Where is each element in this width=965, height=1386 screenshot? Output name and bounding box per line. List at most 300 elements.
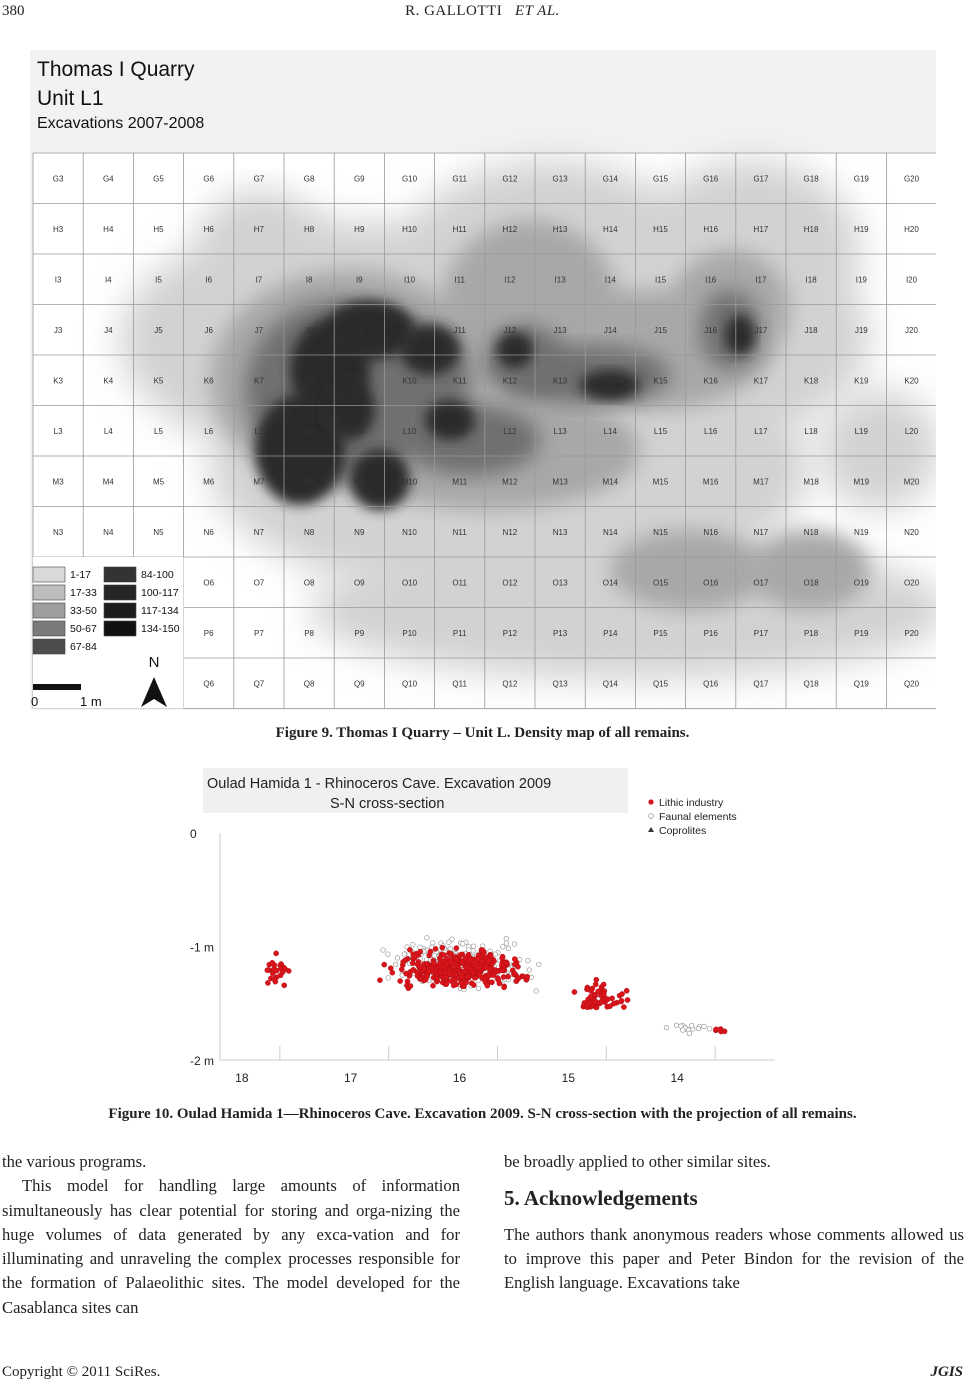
legend-label: 134-150: [141, 623, 180, 635]
figure-10-title-line2: S-N cross-section: [330, 796, 445, 812]
lithic-point: [465, 974, 470, 979]
grid-cell-label: I17: [755, 275, 767, 285]
legend-label: 84-100: [141, 569, 174, 581]
grid-cell-label: K13: [552, 376, 568, 386]
grid-cell-label: L12: [503, 426, 517, 436]
grid-cell-label: G5: [153, 174, 164, 184]
grid-cell-label: Q19: [853, 679, 869, 689]
grid-cell-label: L14: [603, 426, 617, 436]
grid-cell-label: O15: [652, 578, 669, 588]
grid-cell-label: P19: [854, 628, 869, 638]
lithic-point: [480, 947, 485, 952]
grid-cell-label: J18: [804, 325, 818, 335]
lithic-point: [453, 972, 458, 977]
grid-cell-label: L20: [904, 426, 919, 436]
faunal-point: [527, 968, 532, 973]
grid-cell-label: J14: [603, 325, 617, 335]
figure-10-cross-section: [185, 768, 780, 1088]
grid-cell-label: K17: [753, 376, 769, 386]
faunal-point: [432, 953, 437, 958]
lithic-point: [271, 976, 276, 981]
grid-cell-label: G3: [52, 174, 64, 184]
grid-cell-label: N7: [253, 527, 265, 537]
grid-cell-label: K4: [103, 376, 114, 386]
lithic-point: [625, 997, 630, 1002]
legend-swatch: [104, 585, 136, 600]
grid-cell-label: O12: [502, 578, 518, 588]
legend-swatch: [104, 567, 136, 582]
lithic-point: [469, 981, 474, 986]
lithic-point: [407, 947, 412, 952]
grid-cell-label: L10: [402, 426, 417, 436]
legend-label: 67-84: [70, 641, 97, 653]
legend-swatch: [104, 603, 136, 618]
grid-cell-label: G11: [452, 174, 467, 184]
grid-cell-label: M8: [303, 477, 315, 487]
grid-cell-label: P9: [354, 628, 365, 638]
lithic-point: [421, 966, 426, 971]
grid-cell-label: J5: [154, 325, 163, 335]
grid-cell-label: N10: [402, 527, 417, 537]
grid-cell-label: I9: [355, 275, 363, 285]
lithic-point: [459, 974, 464, 979]
lithic-point: [274, 951, 279, 956]
grid-cell-label: Q12: [502, 679, 518, 689]
grid-cell-label: H9: [354, 224, 365, 234]
grid-cell-label: Q10: [401, 679, 418, 689]
grid-cell-label: I13: [554, 275, 566, 285]
grid-cell-label: K10: [402, 376, 417, 386]
grid-cell-label: G19: [853, 174, 869, 184]
lithic-point: [500, 956, 505, 961]
grid-cell-label: I4: [104, 275, 112, 285]
grid-cell-label: H12: [502, 224, 518, 234]
faunal-point: [386, 952, 391, 957]
grid-cell-label: K20: [904, 376, 919, 386]
density-blob: [497, 332, 533, 368]
lithic-point: [458, 952, 463, 957]
scale-label: 1 m: [80, 694, 102, 709]
grid-cell-label: I15: [654, 275, 667, 285]
lithic-point: [587, 1000, 592, 1005]
grid-cell-label: Q7: [253, 679, 265, 689]
faunal-point: [386, 976, 391, 981]
grid-cell-label: H16: [703, 224, 719, 234]
grid-cell-label: L18: [804, 426, 818, 436]
lithic-point: [448, 951, 453, 956]
grid-cell-label: H20: [904, 224, 919, 234]
lithic-point: [467, 957, 472, 962]
grid-cell-label: H19: [853, 224, 869, 234]
y-tick-label: -2 m: [190, 1054, 214, 1068]
legend-swatch: [33, 567, 65, 582]
grid-cell-label: J8: [304, 325, 314, 335]
grid-cell-label: Q16: [703, 679, 719, 689]
lithic-point: [434, 976, 439, 981]
grid-cell-label: M17: [753, 477, 769, 487]
lithic-point: [475, 966, 480, 971]
grid-cell-label: I8: [305, 275, 313, 285]
grid-cell-label: Q11: [452, 679, 467, 689]
lithic-point: [607, 1004, 612, 1009]
faunal-point: [512, 942, 517, 947]
grid-cell-label: G15: [652, 174, 669, 184]
faunal-point: [680, 1028, 685, 1033]
grid-cell-label: G4: [102, 174, 114, 184]
faunal-point: [687, 1031, 692, 1036]
grid-cell-label: I5: [155, 275, 162, 285]
grid-cell-label: H18: [803, 224, 819, 234]
grid-cell-label: M12: [502, 477, 518, 487]
grid-cell-label: M19: [853, 477, 870, 487]
grid-cell-label: L13: [553, 426, 567, 436]
grid-cell-label: H6: [203, 224, 214, 234]
lithic-point: [485, 983, 490, 988]
left-column: [2, 1150, 460, 1320]
lithic-point: [282, 983, 287, 988]
lithic-point: [471, 970, 476, 975]
grid-cell-label: L6: [204, 426, 214, 436]
grid-cell-label: Q15: [652, 679, 669, 689]
grid-cell-label: Q9: [353, 679, 365, 689]
lithic-point: [418, 949, 423, 954]
grid-cell-label: L3: [53, 426, 63, 436]
grid-cell-label: H3: [52, 224, 64, 234]
left-paragraph-2: This model for handling large amounts of information simultaneously has clear potential for storing and orga-nizing the huge volumes of data generated by any exca-vation and for illuminating and unraveling the complex processes responsible for the formation of Palaeolithic sites. The model developed for the Casablanca sites can: [2, 1176, 460, 1317]
legend-lithic-marker: [648, 799, 653, 804]
lithic-point: [488, 953, 493, 958]
grid-cell-label: P6: [203, 628, 214, 638]
lithic-point: [525, 974, 530, 979]
grid-cell-label: O9: [353, 578, 365, 588]
grid-cell-label: J16: [704, 325, 718, 335]
grid-cell-label: G17: [753, 174, 769, 184]
lithic-point: [265, 968, 270, 973]
faunal-point: [707, 1026, 712, 1031]
faunal-point: [450, 937, 455, 942]
lithic-point: [441, 952, 446, 957]
grid-cell-label: K19: [854, 376, 869, 386]
running-header: [0, 0, 965, 24]
lithic-point: [601, 982, 606, 987]
grid-cell-label: L5: [154, 426, 163, 436]
grid-cell-label: J15: [654, 325, 667, 335]
y-tick-label: -1 m: [190, 940, 214, 955]
grid-cell-label: K8: [304, 376, 314, 386]
density-blob: [325, 380, 375, 440]
lithic-point: [377, 978, 382, 983]
grid-cell-label: I19: [855, 275, 867, 285]
faunal-point: [461, 942, 466, 947]
left-paragraph-1: the various programs.: [2, 1152, 147, 1171]
lithic-point: [438, 960, 443, 965]
grid-cell-label: N8: [303, 527, 315, 537]
lithic-point: [454, 982, 459, 987]
figure-10-title-line1: Oulad Hamida 1 - Rhinoceros Cave. Excavation 2009: [207, 776, 552, 792]
lithic-point: [588, 994, 593, 999]
lithic-point: [390, 970, 395, 975]
grid-cell-label: L7: [254, 426, 264, 436]
grid-cell-label: G9: [353, 174, 365, 184]
grid-cell-label: J6: [204, 325, 213, 335]
lithic-point: [280, 969, 285, 974]
grid-cell-label: H8: [303, 224, 315, 234]
grid-cell-label: K15: [653, 376, 668, 386]
grid-cell-label: L8: [304, 426, 314, 436]
x-tick-label: 15: [561, 1071, 576, 1085]
faunal-point: [702, 1024, 707, 1029]
lithic-point: [444, 982, 449, 987]
legend-swatch: [33, 585, 65, 600]
grid-cell-label: Q13: [552, 679, 568, 689]
faunal-point: [471, 944, 476, 949]
lithic-point: [448, 960, 453, 965]
lithic-point: [464, 980, 469, 985]
grid-cell-label: Q20: [903, 679, 920, 689]
legend-label: Faunal elements: [659, 811, 737, 823]
grid-cell-label: N16: [703, 527, 719, 537]
lithic-point: [270, 960, 275, 965]
grid-cell-label: J4: [104, 325, 113, 335]
grid-cell-label: N6: [203, 527, 214, 537]
grid-cell-label: I6: [205, 275, 213, 285]
grid-cell-label: H17: [753, 224, 769, 234]
faunal-point: [534, 989, 539, 994]
legend-swatch: [104, 621, 136, 636]
x-tick-label: 16: [452, 1071, 467, 1085]
lithic-point: [593, 1000, 598, 1005]
grid-cell-label: K3: [53, 376, 63, 386]
grid-cell-label: N19: [853, 527, 869, 537]
lithic-point: [430, 983, 435, 988]
legend-label: 100-117: [141, 587, 179, 599]
grid-cell-label: I16: [705, 275, 717, 285]
grid-cell-label: O16: [703, 578, 719, 588]
grid-cell-label: O10: [401, 578, 418, 588]
grid-cell-label: J10: [403, 325, 416, 335]
faunal-point: [381, 948, 386, 953]
lithic-point: [486, 973, 491, 978]
faunal-point: [504, 941, 509, 946]
journal-name: JGIS: [930, 1364, 963, 1380]
density-blob: [725, 315, 755, 355]
lithic-point: [424, 973, 429, 978]
legend-swatch: [33, 621, 65, 636]
grid-cell-label: K16: [703, 376, 718, 386]
lithic-point: [572, 989, 577, 994]
lithic-point: [619, 998, 624, 1003]
lithic-point: [419, 976, 424, 981]
y-tick-label: 0: [190, 827, 197, 841]
legend-label: Lithic industry: [659, 797, 724, 809]
lithic-point: [477, 972, 482, 977]
grid-cell-label: I12: [504, 275, 516, 285]
grid-cell-label: I7: [255, 275, 263, 285]
faunal-point: [493, 952, 498, 957]
legend-label: 17-33: [70, 587, 97, 599]
grid-cell-label: G14: [602, 174, 618, 184]
grid-cell-label: P15: [653, 628, 668, 638]
grid-cell-label: L4: [103, 426, 113, 436]
grid-cell-label: P16: [703, 628, 718, 638]
faunal-point: [696, 1026, 701, 1031]
grid-cell-label: K12: [502, 376, 518, 386]
grid-cell-label: I10: [403, 275, 416, 285]
scale-zero: 0: [31, 694, 39, 709]
grid-cell-label: O8: [303, 578, 315, 588]
grid-cell-label: O17: [753, 578, 769, 588]
grid-cell-label: O19: [853, 578, 869, 588]
faunal-point: [418, 945, 423, 950]
density-blob: [750, 527, 870, 610]
lithic-point: [403, 971, 408, 976]
lithic-point: [624, 988, 629, 993]
lithic-point: [459, 980, 464, 985]
grid-cell-label: L11: [453, 426, 467, 436]
faunal-point: [430, 940, 435, 945]
faunal-point: [411, 942, 416, 947]
grid-cell-label: K7: [254, 376, 264, 386]
lithic-point: [464, 965, 469, 970]
grid-cell-label: N17: [753, 527, 769, 537]
grid-cell-label: Q17: [753, 679, 769, 689]
grid-cell-label: J19: [854, 325, 868, 335]
grid-cell-label: J3: [53, 325, 63, 335]
grid-cell-label: J13: [553, 325, 567, 335]
grid-cell-label: N13: [552, 527, 568, 537]
grid-cell-label: K18: [803, 376, 819, 386]
faunal-point: [537, 962, 542, 967]
grid-cell-label: K5: [153, 376, 164, 386]
faunal-point: [526, 958, 531, 963]
grid-cell-label: P11: [452, 628, 467, 638]
x-tick-label: 17: [343, 1071, 358, 1085]
grid-cell-label: N14: [602, 527, 618, 537]
lithic-point: [475, 957, 480, 962]
legend-label: 33-50: [70, 605, 97, 617]
grid-cell-label: H7: [253, 224, 265, 234]
grid-cell-label: P18: [803, 628, 819, 638]
faunal-point: [689, 1023, 694, 1028]
copyright: Copyright © 2011 SciRes.: [2, 1364, 161, 1380]
grid-cell-label: Q18: [803, 679, 819, 689]
faunal-point: [476, 986, 481, 991]
lithic-point: [410, 961, 415, 966]
grid-cell-label: H13: [552, 224, 568, 234]
grid-cell-label: L17: [754, 426, 768, 436]
faunal-point: [500, 944, 505, 949]
grid-cell-label: M6: [203, 477, 215, 487]
faunal-point: [504, 936, 509, 941]
grid-cell-label: I20: [905, 275, 918, 285]
lithic-point: [433, 946, 438, 951]
grid-cell-label: H11: [452, 224, 467, 234]
figure-9-title-line: Excavations 2007-2008: [37, 115, 205, 132]
grid-cell-label: M15: [652, 477, 669, 487]
grid-cell-label: N9: [354, 527, 365, 537]
grid-cell-label: M4: [102, 477, 114, 487]
grid-cell-label: N15: [653, 527, 668, 537]
scale-bar: [33, 684, 81, 690]
grid-cell-label: O18: [803, 578, 819, 588]
grid-cell-label: M13: [552, 477, 568, 487]
grid-cell-label: M5: [152, 477, 165, 487]
grid-cell-label: M9: [353, 477, 365, 487]
grid-cell-label: N12: [502, 527, 518, 537]
grid-cell-label: H5: [153, 224, 164, 234]
grid-cell-label: M14: [602, 477, 619, 487]
density-blob: [820, 390, 936, 510]
grid-cell-label: M20: [903, 477, 920, 487]
grid-cell-label: L16: [704, 426, 718, 436]
grid-cell-label: J12: [503, 325, 517, 335]
lithic-point: [454, 946, 459, 951]
figure-9-title-line: Thomas I Quarry: [37, 58, 195, 81]
grid-cell-label: Q6: [203, 679, 215, 689]
grid-cell-label: O6: [203, 578, 215, 588]
faunal-point: [448, 946, 453, 951]
lithic-point: [596, 989, 601, 994]
legend-label: 117-134: [141, 605, 179, 617]
lithic-point: [499, 963, 504, 968]
grid-cell-label: G7: [253, 174, 265, 184]
grid-cell-label: O20: [903, 578, 920, 588]
faunal-point: [402, 952, 407, 957]
right-paragraph-1: be broadly applied to other similar sites.: [504, 1152, 771, 1171]
faunal-point: [395, 956, 400, 961]
lithic-point: [408, 983, 413, 988]
grid-cell-label: O7: [253, 578, 265, 588]
grid-cell-label: K6: [203, 376, 214, 386]
lithic-point: [489, 980, 494, 985]
lithic-point: [515, 964, 520, 969]
grid-cell-label: K9: [354, 376, 365, 386]
lithic-point: [483, 964, 488, 969]
grid-cell-label: H10: [402, 224, 417, 234]
grid-cell-label: M10: [401, 477, 418, 487]
grid-cell-label: G6: [203, 174, 215, 184]
grid-cell-label: L19: [854, 426, 868, 436]
lithic-point: [440, 945, 445, 950]
legend-label: Coprolites: [659, 825, 707, 837]
grid-cell-label: Q8: [303, 679, 315, 689]
lithic-point: [382, 962, 387, 967]
grid-cell-label: H4: [103, 224, 114, 234]
grid-cell-label: H15: [653, 224, 668, 234]
grid-cell-label: M11: [452, 477, 468, 487]
lithic-point: [593, 982, 598, 987]
lithic-point: [621, 1004, 626, 1009]
grid-cell-label: P10: [402, 628, 417, 638]
section-heading: 5. Acknowledgements: [504, 1186, 698, 1211]
north-label: N: [148, 654, 160, 671]
grid-cell-label: P8: [304, 628, 314, 638]
lithic-point: [600, 998, 605, 1003]
grid-cell-label: N20: [904, 527, 919, 537]
grid-cell-label: J9: [355, 325, 364, 335]
grid-cell-label: K11: [452, 376, 467, 386]
grid-cell-label: G10: [401, 174, 418, 184]
grid-cell-label: K14: [603, 376, 618, 386]
grid-cell-label: P13: [552, 628, 568, 638]
x-tick-label: 14: [670, 1071, 684, 1085]
grid-cell-label: M7: [253, 477, 265, 487]
grid-cell-label: P7: [254, 628, 264, 638]
lithic-point: [454, 957, 459, 962]
figure-9-density-map: [30, 50, 936, 710]
faunal-point: [393, 962, 398, 967]
faunal-point: [664, 1025, 669, 1030]
